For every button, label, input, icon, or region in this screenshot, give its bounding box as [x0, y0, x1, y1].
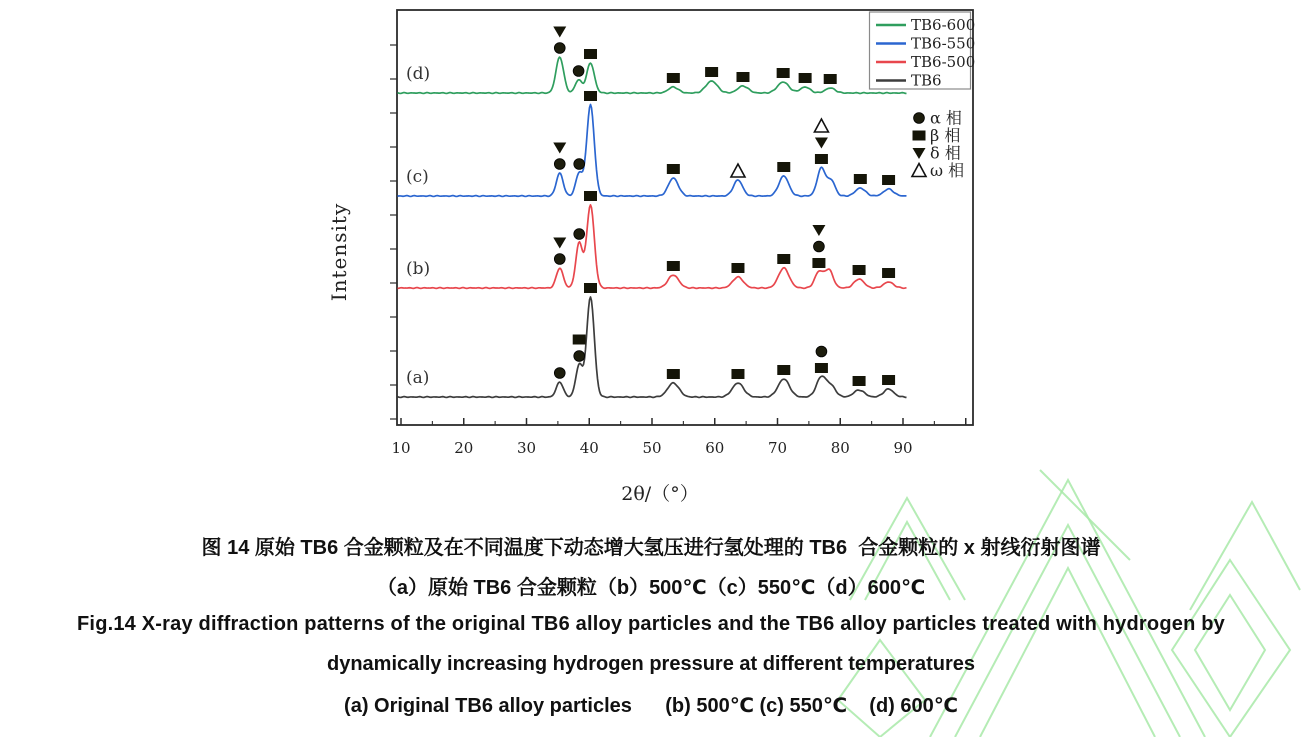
svg-text:50: 50 [642, 439, 662, 457]
trace-line [398, 104, 907, 196]
beta-phase-marker [824, 74, 837, 84]
delta-phase-marker [812, 225, 825, 236]
phase-legend [912, 109, 964, 181]
caption-zh-subtitle: （a）原始 TB6 合金颗粒（b）500℃（c）550℃（d）600℃ [376, 577, 926, 599]
svg-text:40: 40 [579, 439, 599, 457]
x-axis-label: 2θ/（°） [621, 483, 699, 505]
svg-text:60: 60 [705, 439, 725, 457]
delta-phase-marker [553, 27, 566, 38]
legend-label: TB6-600 [911, 16, 976, 34]
alpha-phase-marker [816, 346, 827, 357]
trace-TB6-500 [398, 191, 907, 288]
phase-legend-label: α 相 [930, 108, 962, 128]
beta-phase-marker [667, 73, 680, 83]
trace-TB6-550 [398, 91, 907, 196]
panel-label-c: (c) [406, 167, 429, 187]
omega-phase-marker [731, 164, 745, 177]
panel-label-b: (b) [406, 259, 431, 279]
svg-text:10: 10 [391, 439, 411, 457]
svg-text:20: 20 [454, 439, 474, 457]
beta-phase-marker [667, 164, 680, 174]
alpha-phase-marker [554, 368, 565, 379]
delta-phase-marker [553, 238, 566, 249]
caption-en-line1: Fig.14 X-ray diffraction patterns of the original TB6 alloy particles and the TB6 alloy particles treated with hydrogen by [77, 613, 1225, 635]
svg-text:30: 30 [516, 439, 537, 457]
omega-phase-marker [814, 119, 828, 132]
beta-phase-marker [736, 72, 749, 82]
beta-phase-marker [882, 375, 895, 385]
beta-phase-marker [913, 131, 926, 141]
y-axis-label: Intensity [327, 202, 351, 302]
beta-phase-marker [731, 369, 744, 379]
beta-phase-marker [584, 91, 597, 101]
alpha-phase-marker [573, 66, 584, 77]
delta-phase-marker [815, 138, 828, 149]
delta-phase-marker [913, 148, 926, 159]
beta-phase-marker [731, 263, 744, 273]
alpha-phase-marker [554, 43, 565, 54]
svg-text:70: 70 [767, 439, 788, 457]
alpha-phase-marker [574, 229, 585, 240]
beta-phase-marker [777, 365, 790, 375]
beta-phase-marker [853, 265, 866, 275]
trace-line [398, 297, 907, 397]
omega-phase-marker [912, 164, 926, 177]
legend-label: TB6 [911, 71, 942, 90]
trace-TB6-600 [398, 27, 907, 94]
trace-TB6 [398, 283, 907, 397]
alpha-phase-marker [574, 159, 585, 170]
alpha-phase-marker [554, 254, 565, 265]
beta-phase-marker [777, 254, 790, 264]
alpha-phase-marker [554, 159, 565, 170]
beta-phase-marker [777, 68, 790, 78]
beta-phase-marker [882, 268, 895, 278]
alpha-phase-marker [814, 241, 825, 252]
beta-phase-marker [584, 283, 597, 293]
alpha-phase-marker [914, 113, 925, 124]
svg-text:90: 90 [893, 439, 913, 457]
caption-en-line2: dynamically increasing hydrogen pressure at different temperatures [327, 653, 975, 675]
svg-text:80: 80 [830, 439, 850, 457]
beta-phase-marker [777, 162, 790, 172]
beta-phase-marker [882, 175, 895, 185]
beta-phase-marker [815, 363, 828, 373]
beta-phase-marker [667, 369, 680, 379]
beta-phase-marker [573, 335, 586, 345]
legend-label: TB6-550 [911, 34, 976, 53]
beta-phase-marker [705, 67, 718, 77]
caption-zh-title: 图 14 原始 TB6 合金颗粒及在不同温度下动态增大氢压进行氢处理的 TB6 合金颗粒的 x 射线衍射图谱 [201, 537, 1101, 559]
phase-legend-label: δ 相 [930, 143, 961, 163]
caption-en-panels: (a) Original TB6 alloy particles (b) 500℃ (c) 550℃ (d) 600℃ [344, 695, 958, 717]
beta-phase-marker [812, 258, 825, 268]
beta-phase-marker [667, 261, 680, 271]
beta-phase-marker [584, 49, 597, 59]
legend-label: TB6-500 [911, 53, 976, 71]
x-axis-ticks [401, 418, 966, 425]
beta-phase-marker [584, 191, 597, 201]
x-axis-tick-labels [391, 439, 912, 457]
alpha-phase-marker [574, 351, 585, 362]
panel-label-d: (d) [406, 64, 431, 84]
series-legend [870, 12, 976, 90]
phase-legend-label: ω 相 [930, 161, 965, 180]
beta-phase-marker [854, 174, 867, 184]
panel-label-a: (a) [406, 368, 430, 388]
delta-phase-marker [553, 143, 566, 154]
beta-phase-marker [815, 154, 828, 164]
phase-legend-label: β 相 [930, 126, 961, 145]
beta-phase-marker [853, 376, 866, 386]
beta-phase-marker [799, 73, 812, 83]
y-axis-ticks [390, 45, 397, 419]
trace-line [398, 205, 907, 289]
